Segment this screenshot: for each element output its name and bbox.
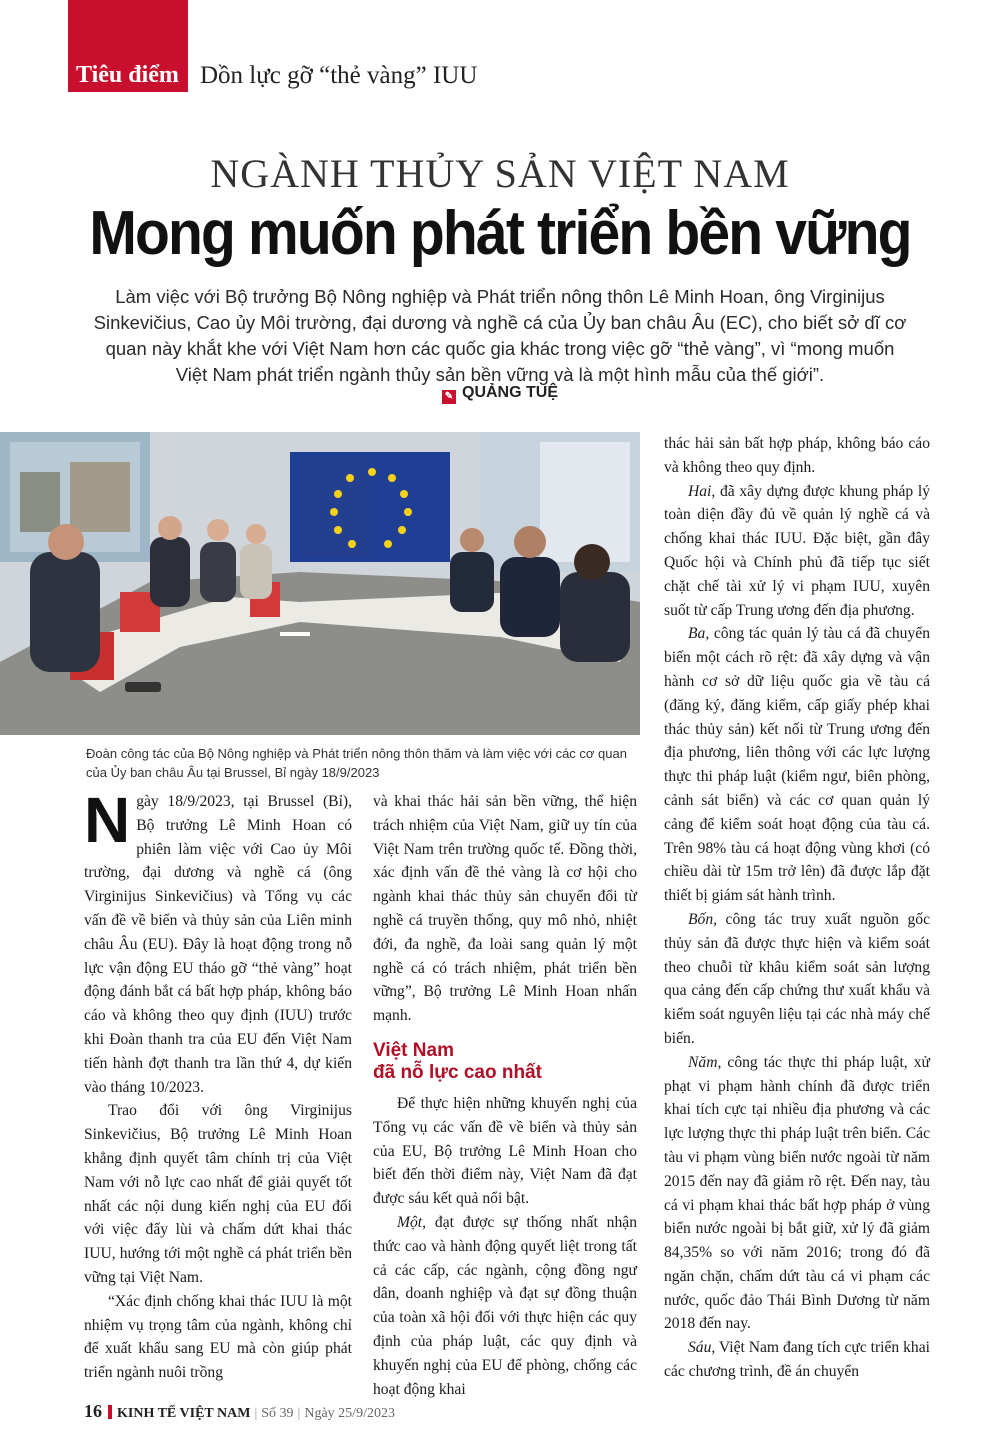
paragraph: Một, đạt được sự thống nhất nhận thức cao và hành động quyết liệt trong tất cả các cấp, các ngành, cộng đồng ngư dân, doanh nghiệp và đạt sự đồng thuận của toàn xã hội đối với thực hiện các quy định của pháp luật, các quy định và khuyến nghị của EU để phòng, chống các hoạt động khai <box>373 1213 637 1398</box>
issue-number: Số 39 <box>261 1406 294 1421</box>
paragraph: Để thực hiện những khuyến nghị của Tổng vụ các vấn đề về biển và thủy sản của EU, Bộ trưởng Lê Minh Hoan cho biết đến thời điểm này, Việt Nam đã đạt được sáu kết quả nổi bật. <box>373 1094 637 1208</box>
paragraph: “Xác định chống khai thác IUU là một nhiệm vụ trọng tâm của ngành, không chỉ để xuất khẩu sang EU mà còn giúp phát triển ngành nuôi trồng <box>84 1292 352 1382</box>
column-3 <box>664 432 930 1384</box>
paragraph: Hai, đã xây dựng được khung pháp lý toàn diện đầy đủ về quản lý nghề cá và chống khai thác IUU. Đặc biệt, gần đây Quốc hội và Chính phủ đã tiếp tục siết chặt chế tài xử lý vi phạm IUU, xuyên suốt từ cấp Trung ương đến địa phương. <box>664 482 930 619</box>
column-1 <box>84 784 352 1385</box>
page-footer: 16 KINH TẾ VIỆT NAM | Số 39 | Ngày 25/9/2023 <box>84 1401 395 1421</box>
issue-date: Ngày 25/9/2023 <box>304 1406 395 1421</box>
article-kicker: NGÀNH THỦY SẢN VIỆT NAM <box>210 151 790 196</box>
photo-caption: Đoàn công tác của Bộ Nông nghiệp và Phát triển nông thôn thăm và làm việc với các cơ quan của Ủy ban châu Âu tại Brussel, Bỉ ngày 18/9/2023 <box>86 746 627 780</box>
paragraph: Sáu, Việt Nam đang tích cực triển khai các chương trình, đề án chuyển <box>664 1339 930 1381</box>
author-name: QUẢNG TUỆ <box>462 384 558 401</box>
author-pen-icon: ✎ <box>442 390 456 404</box>
meeting-room-illustration <box>0 432 640 735</box>
article-headline: Mong muốn phát triển bền vững <box>89 199 911 268</box>
article-sapo: Làm việc với Bộ trưởng Bộ Nông nghiệp và Phát triển nông thôn Lê Minh Hoan, ông Virginijus Sinkevičius, Cao ủy Môi trường, đại dương và nghề cá của Ủy ban châu Âu (EC), cho biết sở dĩ cơ quan này khắt khe với Việt Nam hơn các quốc gia khác trong việc gỡ “thẻ vàng”, vì “mong muốn Việt Nam phát triển ngành thủy sản bền vững và là một hình mẫu của thế giới”. <box>93 286 907 385</box>
column-2 <box>373 790 637 1401</box>
lead-paragraph: Ngày 18/9/2023, tại Brussel (Bỉ), Bộ trưởng Lê Minh Hoan có phiên làm việc với Cao ủy Môi trường, đại dương và nghề cá (ông Virginijus Sinkevičius) và Tổng vụ các vấn đề về biển và thủy sản của Liên minh châu Âu (EU). Đây là hoạt động trong nỗ lực vận động EU tháo gỡ “thẻ vàng” hoạt động đánh bắt cá bất hợp pháp, không báo cáo và không theo quy định (IUU) trước khi Đoàn thanh tra của EU đến Việt Nam tiến hành đợt thanh tra lần thứ 4, dự kiến vào tháng 10/2023. <box>84 784 352 1096</box>
subheading: Việt Nam đã nỗ lực cao nhất <box>373 1039 542 1083</box>
drop-cap: N <box>84 784 131 856</box>
section-tag: Tiêu điểm <box>76 62 179 88</box>
paragraph: Trao đổi với ông Virginijus Sinkevičius, Bộ trưởng Lê Minh Hoan khẳng định quyết tâm chính trị của Việt Nam với nỗ lực cao nhất để giải quyết tốt nhất các nội dung kiến nghị của EU đối với việc đẩy lùi và chấm dứt khai thác IUU, hướng tới một nghề cá phát triển bền vững tại Việt Nam. <box>84 1102 352 1286</box>
article-photo <box>0 432 640 735</box>
paragraph: và khai thác hải sản bền vững, thể hiện trách nhiệm của Việt Nam, giữ uy tín của Việt Nam trên trường quốc tế. Đồng thời, xác định vấn đề thẻ vàng là cơ hội cho ngành khai thác thủy sản chuyển đổi từ nghề cá truyền thống, quy mô nhỏ, nhiệt đới, đa nghề, đa loài sang quản lý một nghề cá có trách nhiệm, phát triển bền vững”, Bộ trưởng Lê Minh Hoan nhấn mạnh. <box>373 793 637 1025</box>
paragraph: Bốn, công tác truy xuất nguồn gốc thủy sản đã được thực hiện và kiểm soát theo chuỗi từ khâu kiểm soát sản lượng qua cảng đến cấp chứng thư xuất khẩu và kiểm soát nguyên liệu tại các nhà máy chế biến. <box>664 910 930 1047</box>
section-title: Dồn lực gỡ “thẻ vàng” IUU <box>200 62 478 89</box>
page-number: 16 <box>84 1401 102 1421</box>
paragraph: Năm, công tác thực thi pháp luật, xử phạt vi phạm hành chính đã được triển khai tích cực tại nhiều địa phương và các lực lượng thực thi pháp luật trên biển. Các tàu vi phạm vùng biển nước ngoài từ năm 2015 đến nay đã giảm rõ rệt. Đến nay, tàu cá vi phạm khai thác bất hợp pháp ở vùng biển nước ngoài bị bắt giữ, xử lý đã giảm 84,35% so với năm 2016; trong đó đã ngăn chặn, chấm dứt tàu cá vi phạm các nước, quốc đảo Thái Bình Dương từ năm 2018 đến nay. <box>664 1053 930 1333</box>
byline <box>0 384 1000 404</box>
paragraph: Ba, công tác quản lý tàu cá đã chuyển biến một cách rõ rệt: đã xây dựng và vận hành cơ sở dữ liệu quốc gia về tàu cá (đăng ký, đăng kiểm, cấp giấy phép khai thác thủy sản) kết nối từ Trung ương đến địa phương, liên thông với các lực lượng thực thi pháp luật (kiểm ngư, biên phòng, cảnh sát biển) và các cơ quan quản lý cảng để kiểm soát hoạt động của tàu cá. Trên 98% tàu cá hoạt động vùng khơi (có chiều dài từ 15m trở lên) đã được lắp đặt thiết bị giám sát hành trình. <box>664 625 930 905</box>
footer-divider <box>108 1405 112 1419</box>
paragraph: thác hải sản bất hợp pháp, không báo cáo và không theo quy định. <box>664 435 930 476</box>
magazine-name: KINH TẾ VIỆT NAM <box>117 1406 251 1421</box>
